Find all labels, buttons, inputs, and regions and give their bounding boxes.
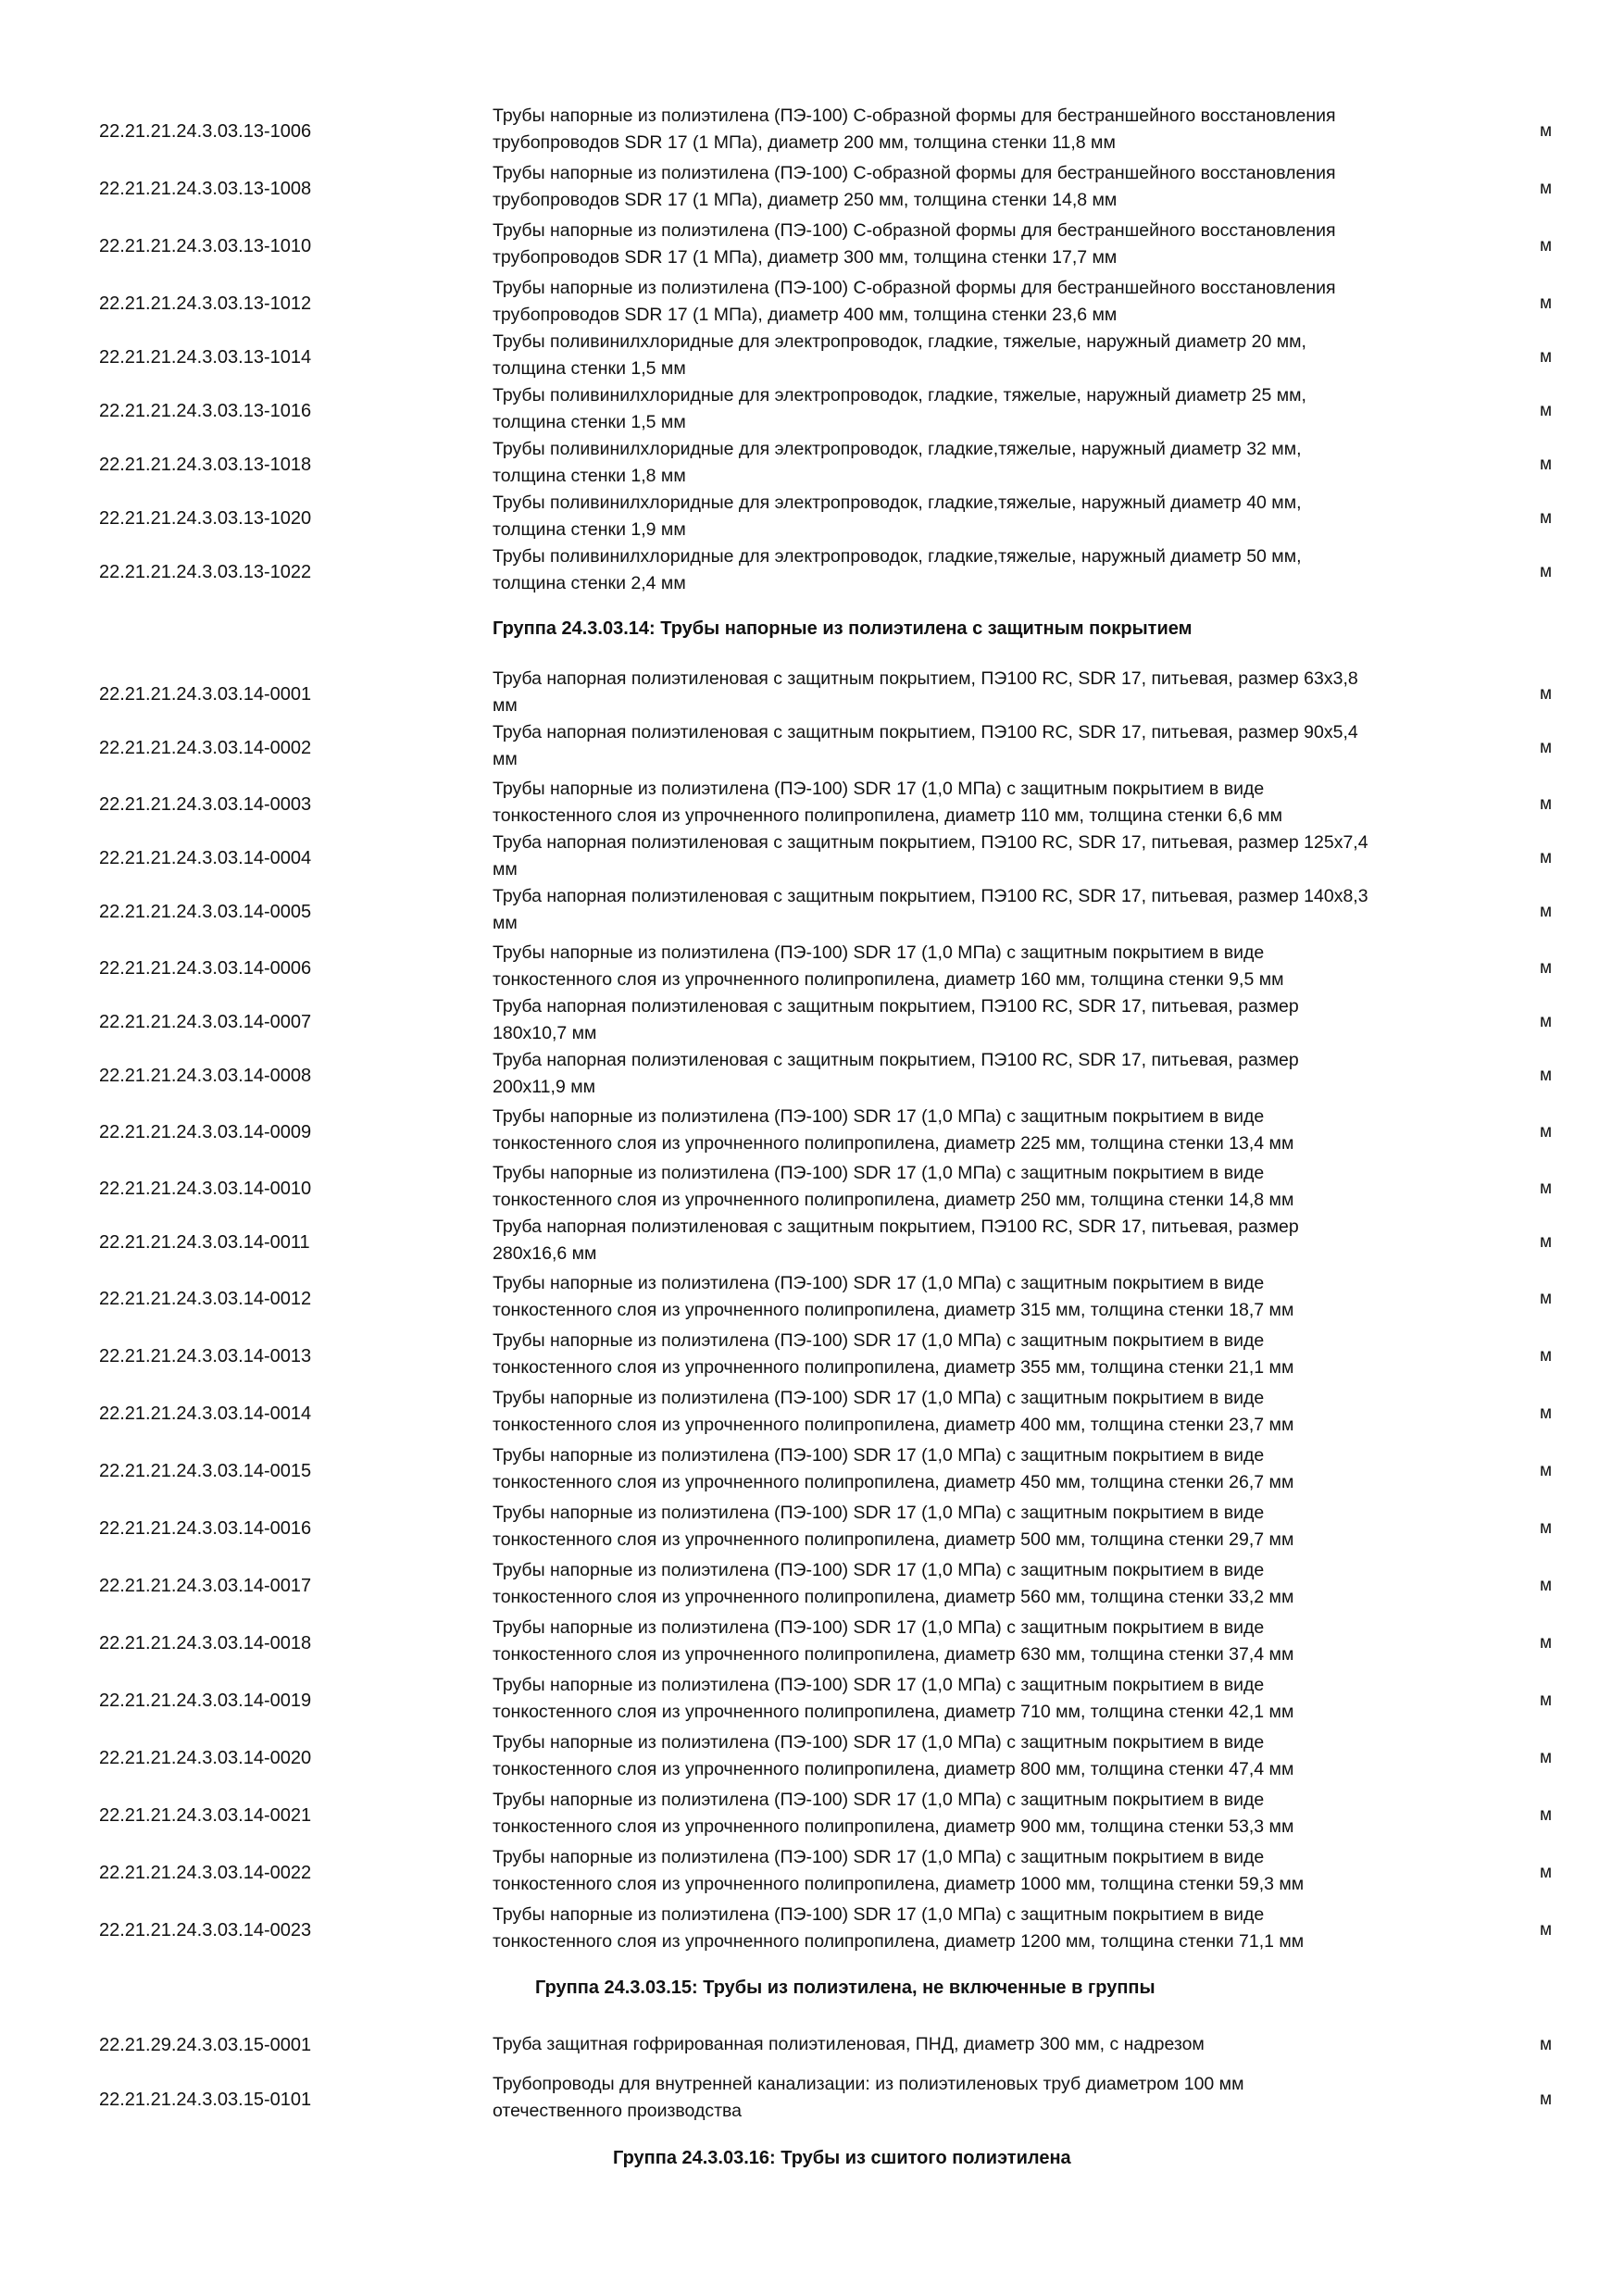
item-unit: м — [1540, 1012, 1553, 1031]
item-unit: м — [1540, 1404, 1553, 1423]
table-row — [0, 218, 1624, 275]
item-description: Трубы напорные из полиэтилена (ПЭ-100) SDR 17 (1,0 МПа) с защитным покрытием в виде тонкостенного слоя из упрочненного полипропилена, диаметр 800 мм, толщина стенки 47,4 мм — [493, 1732, 1294, 1779]
table-row — [0, 382, 1624, 440]
item-code: 22.21.21.24.3.03.13-1010 — [99, 236, 312, 256]
item-description: Труба напорная полиэтиленовая с защитным покрытием, ПЭ100 RC, SDR 17, питьевая, размер 280х16,6 мм — [493, 1217, 1299, 1264]
table-row — [0, 1270, 1624, 1328]
item-unit: м — [1540, 1179, 1553, 1198]
table-row — [0, 1902, 1624, 1959]
item-description: Трубы поливинилхлоридные для электропроводок, гладкие, тяжелые, наружный диаметр 20 мм, толщина стенки 1,5 мм — [493, 331, 1306, 379]
item-unit: м — [1540, 1863, 1553, 1882]
item-description: Трубы напорные из полиэтилена (ПЭ-100) SDR 17 (1,0 МПа) с защитным покрытием в виде тонкостенного слоя из упрочненного полипропилена, диаметр 225 мм, толщина стенки 13,4 мм — [493, 1106, 1294, 1154]
item-unit: м — [1540, 293, 1553, 313]
item-description: Трубы напорные из полиэтилена (ПЭ-100) SDR 17 (1,0 МПа) с защитным покрытием в виде тонкостенного слоя из упрочненного полипропилена, диаметр 1000 мм, толщина стенки 59,3 мм — [493, 1847, 1305, 1894]
table-row — [0, 993, 1624, 1051]
item-code: 22.21.21.24.3.03.14-0023 — [99, 1920, 312, 1940]
item-description: Трубы напорные из полиэтилена (ПЭ-100) SDR 17 (1,0 МПа) с защитным покрытием в виде тонкостенного слоя из упрочненного полипропилена, диаметр 630 мм, толщина стенки 37,4 мм — [493, 1617, 1294, 1665]
item-description: Трубы напорные из полиэтилена (ПЭ-100) SDR 17 (1,0 МПа) с защитным покрытием в виде тонкостенного слоя из упрочненного полипропилена, диаметр 315 мм, толщина стенки 18,7 мм — [493, 1273, 1294, 1320]
table-row — [0, 490, 1624, 547]
item-description: Труба напорная полиэтиленовая с защитным покрытием, ПЭ100 RC, SDR 17, питьевая, размер 180х10,7 мм — [493, 996, 1299, 1043]
item-code: 22.21.21.24.3.03.14-0005 — [99, 902, 312, 922]
group-heading: Группа 24.3.03.14: Трубы напорные из полиэтилена с защитным покрытием — [493, 618, 1193, 639]
item-unit: м — [1540, 1066, 1553, 1085]
item-description: Трубы напорные из полиэтилена (ПЭ-100) SDR 17 (1,0 МПа) с защитным покрытием в виде тонкостенного слоя из упрочненного полипропилена, диаметр 355 мм, толщина стенки 21,1 мм — [493, 1330, 1294, 1378]
table-row — [0, 776, 1624, 833]
item-description: Трубы напорные из полиэтилена (ПЭ-100) SDR 17 (1,0 МПа) с защитным покрытием в виде тонкостенного слоя из упрочненного полипропилена, диаметр 1200 мм, толщина стенки 71,1 мм — [493, 1904, 1305, 1952]
item-code: 22.21.21.24.3.03.14-0010 — [99, 1179, 312, 1199]
item-description: Трубы поливинилхлоридные для электропроводок, гладкие,тяжелые, наружный диаметр 32 мм, толщина стенки 1,8 мм — [493, 439, 1302, 486]
item-description: Трубы напорные из полиэтилена (ПЭ-100) SDR 17 (1,0 МПа) с защитным покрытием в виде тонкостенного слоя из упрочненного полипропилена, диаметр 160 мм, толщина стенки 9,5 мм — [493, 942, 1284, 990]
item-description: Трубы напорные из полиэтилена (ПЭ-100) SDR 17 (1,0 МПа) с защитным покрытием в виде тонкостенного слоя из упрочненного полипропилена, диаметр 560 мм, толщина стенки 33,2 мм — [493, 1560, 1294, 1607]
item-unit: м — [1540, 508, 1553, 528]
item-unit: м — [1540, 347, 1553, 367]
table-row — [0, 1104, 1624, 1161]
item-description: Трубы напорные из полиэтилена (ПЭ-100) SDR 17 (1,0 МПа) с защитным покрытием в виде тонкостенного слоя из упрочненного полипропилена, диаметр 450 мм, толщина стенки 26,7 мм — [493, 1445, 1294, 1492]
item-code: 22.21.21.24.3.03.14-0017 — [99, 1576, 312, 1596]
table-row — [0, 1214, 1624, 1271]
item-description: Трубы поливинилхлоридные для электропроводок, гладкие,тяжелые, наружный диаметр 40 мм, толщина стенки 1,9 мм — [493, 493, 1302, 540]
item-code: 22.21.21.24.3.03.14-0020 — [99, 1748, 312, 1768]
item-code: 22.21.21.24.3.03.14-0004 — [99, 848, 312, 868]
table-row — [0, 830, 1624, 887]
item-unit: м — [1540, 794, 1553, 814]
item-description: Труба защитная гофрированная полиэтиленовая, ПНД, диаметр 300 мм, с надрезом — [493, 2034, 1205, 2054]
item-unit: м — [1540, 121, 1553, 141]
item-code: 22.21.21.24.3.03.14-0008 — [99, 1066, 312, 1086]
table-row — [0, 1672, 1624, 1729]
item-unit: м — [1540, 738, 1553, 757]
item-description: Трубы напорные из полиэтилена (ПЭ-100) SDR 17 (1,0 МПа) с защитным покрытием в виде тонкостенного слоя из упрочненного полипропилена, диаметр 110 мм, толщина стенки 6,6 мм — [493, 779, 1283, 826]
table-row — [0, 666, 1624, 723]
item-code: 22.21.21.24.3.03.14-0006 — [99, 958, 312, 979]
item-code: 22.21.21.24.3.03.14-0016 — [99, 1518, 312, 1539]
table-row — [0, 103, 1624, 160]
item-description: Трубы напорные из полиэтилена (ПЭ-100) SDR 17 (1,0 МПа) с защитным покрытием в виде тонкостенного слоя из упрочненного полипропилена, диаметр 710 мм, толщина стенки 42,1 мм — [493, 1675, 1294, 1722]
table-row — [0, 1385, 1624, 1442]
item-unit: м — [1540, 1122, 1553, 1142]
item-unit: м — [1540, 684, 1553, 704]
item-unit: м — [1540, 401, 1553, 420]
item-description: Трубы поливинилхлоридные для электропроводок, гладкие, тяжелые, наружный диаметр 25 мм, толщина стенки 1,5 мм — [493, 385, 1306, 432]
item-unit: м — [1540, 1346, 1553, 1366]
item-code: 22.21.21.24.3.03.14-0018 — [99, 1633, 312, 1653]
item-unit: м — [1540, 236, 1553, 256]
group-heading: Группа 24.3.03.15: Трубы из полиэтилена, не включенные в группы — [535, 1978, 1156, 1998]
item-description: Трубы напорные из полиэтилена (ПЭ-100) SDR 17 (1,0 МПа) с защитным покрытием в виде тонкостенного слоя из упрочненного полипропилена, диаметр 250 мм, толщина стенки 14,8 мм — [493, 1163, 1294, 1210]
table-row — [0, 1160, 1624, 1217]
table-row — [0, 329, 1624, 386]
item-description: Трубы напорные из полиэтилена (ПЭ-100) С-образной формы для бестраншейного восстановления трубопроводов SDR 17 (1 МПа), диаметр 200 мм, толщина стенки 11,8 мм — [493, 106, 1336, 153]
item-code: 22.21.21.24.3.03.13-1012 — [99, 293, 312, 314]
table-row — [0, 1729, 1624, 1787]
table-row — [0, 1328, 1624, 1385]
item-code: 22.21.21.24.3.03.14-0019 — [99, 1691, 312, 1711]
item-description: Трубы напорные из полиэтилена (ПЭ-100) SDR 17 (1,0 МПа) с защитным покрытием в виде тонкостенного слоя из упрочненного полипропилена, диаметр 900 мм, толщина стенки 53,3 мм — [493, 1790, 1294, 1837]
table-row — [0, 1442, 1624, 1500]
item-code: 22.21.21.24.3.03.14-0001 — [99, 684, 312, 705]
item-code: 22.21.21.24.3.03.13-1008 — [99, 179, 312, 199]
item-description: Трубы напорные из полиэтилена (ПЭ-100) С-образной формы для бестраншейного восстановления трубопроводов SDR 17 (1 МПа), диаметр 400 мм, толщина стенки 23,6 мм — [493, 278, 1336, 325]
table-row — [0, 436, 1624, 493]
item-unit: м — [1540, 1232, 1553, 1252]
item-code: 22.21.21.24.3.03.14-0013 — [99, 1346, 312, 1366]
table-row — [0, 1557, 1624, 1615]
item-code: 22.21.21.24.3.03.14-0012 — [99, 1289, 312, 1309]
item-code: 22.21.21.24.3.03.13-1022 — [99, 562, 312, 582]
item-unit: м — [1540, 1576, 1553, 1595]
table-row — [0, 275, 1624, 332]
item-code: 22.21.21.24.3.03.13-1020 — [99, 508, 312, 529]
item-unit: м — [1540, 1518, 1553, 1538]
item-code: 22.21.21.24.3.03.14-0022 — [99, 1863, 312, 1883]
table-row — [0, 1047, 1624, 1104]
item-description: Трубы напорные из полиэтилена (ПЭ-100) С-образной формы для бестраншейного восстановления трубопроводов SDR 17 (1 МПа), диаметр 250 мм, толщина стенки 14,8 мм — [493, 163, 1336, 210]
item-unit: м — [1540, 848, 1553, 867]
item-unit: м — [1540, 958, 1553, 978]
item-code: 22.21.29.24.3.03.15-0001 — [99, 2035, 312, 2055]
item-code: 22.21.21.24.3.03.14-0003 — [99, 794, 312, 815]
item-unit: м — [1540, 1920, 1553, 1940]
item-unit: м — [1540, 902, 1553, 921]
table-row — [0, 543, 1624, 601]
group-heading: Группа 24.3.03.16: Трубы из сшитого полиэтилена — [613, 2148, 1071, 2168]
table-row — [0, 940, 1624, 997]
item-code: 22.21.21.24.3.03.14-0014 — [99, 1404, 312, 1424]
item-unit: м — [1540, 1691, 1553, 1710]
table-row — [0, 1500, 1624, 1557]
table-row — [0, 1787, 1624, 1844]
item-code: 22.21.21.24.3.03.13-1016 — [99, 401, 312, 421]
item-unit: м — [1540, 1633, 1553, 1653]
item-description: Трубы напорные из полиэтилена (ПЭ-100) SDR 17 (1,0 МПа) с защитным покрытием в виде тонкостенного слоя из упрочненного полипропилена, диаметр 400 мм, толщина стенки 23,7 мм — [493, 1388, 1294, 1435]
item-unit: м — [1540, 562, 1553, 581]
item-description: Трубы поливинилхлоридные для электропроводок, гладкие,тяжелые, наружный диаметр 50 мм, толщина стенки 2,4 мм — [493, 546, 1302, 593]
item-code: 22.21.21.24.3.03.14-0011 — [99, 1232, 310, 1253]
item-unit: м — [1540, 2090, 1553, 2109]
table-row — [0, 883, 1624, 941]
item-code: 22.21.21.24.3.03.13-1018 — [99, 455, 312, 475]
item-code: 22.21.21.24.3.03.14-0002 — [99, 738, 312, 758]
item-code: 22.21.21.24.3.03.14-0021 — [99, 1805, 312, 1826]
table-row — [0, 160, 1624, 218]
item-description: Трубы напорные из полиэтилена (ПЭ-100) SDR 17 (1,0 МПа) с защитным покрытием в виде тонкостенного слоя из упрочненного полипропилена, диаметр 500 мм, толщина стенки 29,7 мм — [493, 1503, 1294, 1550]
item-unit: м — [1540, 455, 1553, 474]
item-unit: м — [1540, 1748, 1553, 1767]
item-code: 22.21.21.24.3.03.14-0015 — [99, 1461, 312, 1481]
item-unit: м — [1540, 1289, 1553, 1308]
item-description: Труба напорная полиэтиленовая с защитным покрытием, ПЭ100 RC, SDR 17, питьевая, размер 63х3,8 мм — [493, 668, 1358, 716]
table-row — [0, 719, 1624, 777]
item-code: 22.21.21.24.3.03.14-0007 — [99, 1012, 312, 1032]
table-row — [0, 2071, 1624, 2128]
item-description: Труба напорная полиэтиленовая с защитным покрытием, ПЭ100 RC, SDR 17, питьевая, размер 90х5,4 мм — [493, 722, 1358, 769]
item-unit: м — [1540, 2035, 1553, 2054]
item-description: Труба напорная полиэтиленовая с защитным покрытием, ПЭ100 RC, SDR 17, питьевая, размер 140х8,3 мм — [493, 886, 1368, 933]
table-row — [0, 2031, 1624, 2059]
item-description: Трубопроводы для внутренней канализации: из полиэтиленовых труб диаметром 100 мм отечественного производства — [493, 2074, 1244, 2121]
item-code: 22.21.21.24.3.03.13-1014 — [99, 347, 312, 368]
item-code: 22.21.21.24.3.03.15-0101 — [99, 2090, 312, 2110]
item-code: 22.21.21.24.3.03.14-0009 — [99, 1122, 312, 1142]
item-unit: м — [1540, 1461, 1553, 1480]
table-row — [0, 1615, 1624, 1672]
item-description: Труба напорная полиэтиленовая с защитным покрытием, ПЭ100 RC, SDR 17, питьевая, размер 125х7,4 мм — [493, 832, 1368, 880]
item-description: Трубы напорные из полиэтилена (ПЭ-100) С-образной формы для бестраншейного восстановления трубопроводов SDR 17 (1 МПа), диаметр 300 мм, толщина стенки 17,7 мм — [493, 220, 1336, 268]
item-description: Труба напорная полиэтиленовая с защитным покрытием, ПЭ100 RC, SDR 17, питьевая, размер 200х11,9 мм — [493, 1050, 1299, 1097]
item-unit: м — [1540, 179, 1553, 198]
table-row — [0, 1844, 1624, 1902]
item-code: 22.21.21.24.3.03.13-1006 — [99, 121, 312, 142]
item-unit: м — [1540, 1805, 1553, 1825]
